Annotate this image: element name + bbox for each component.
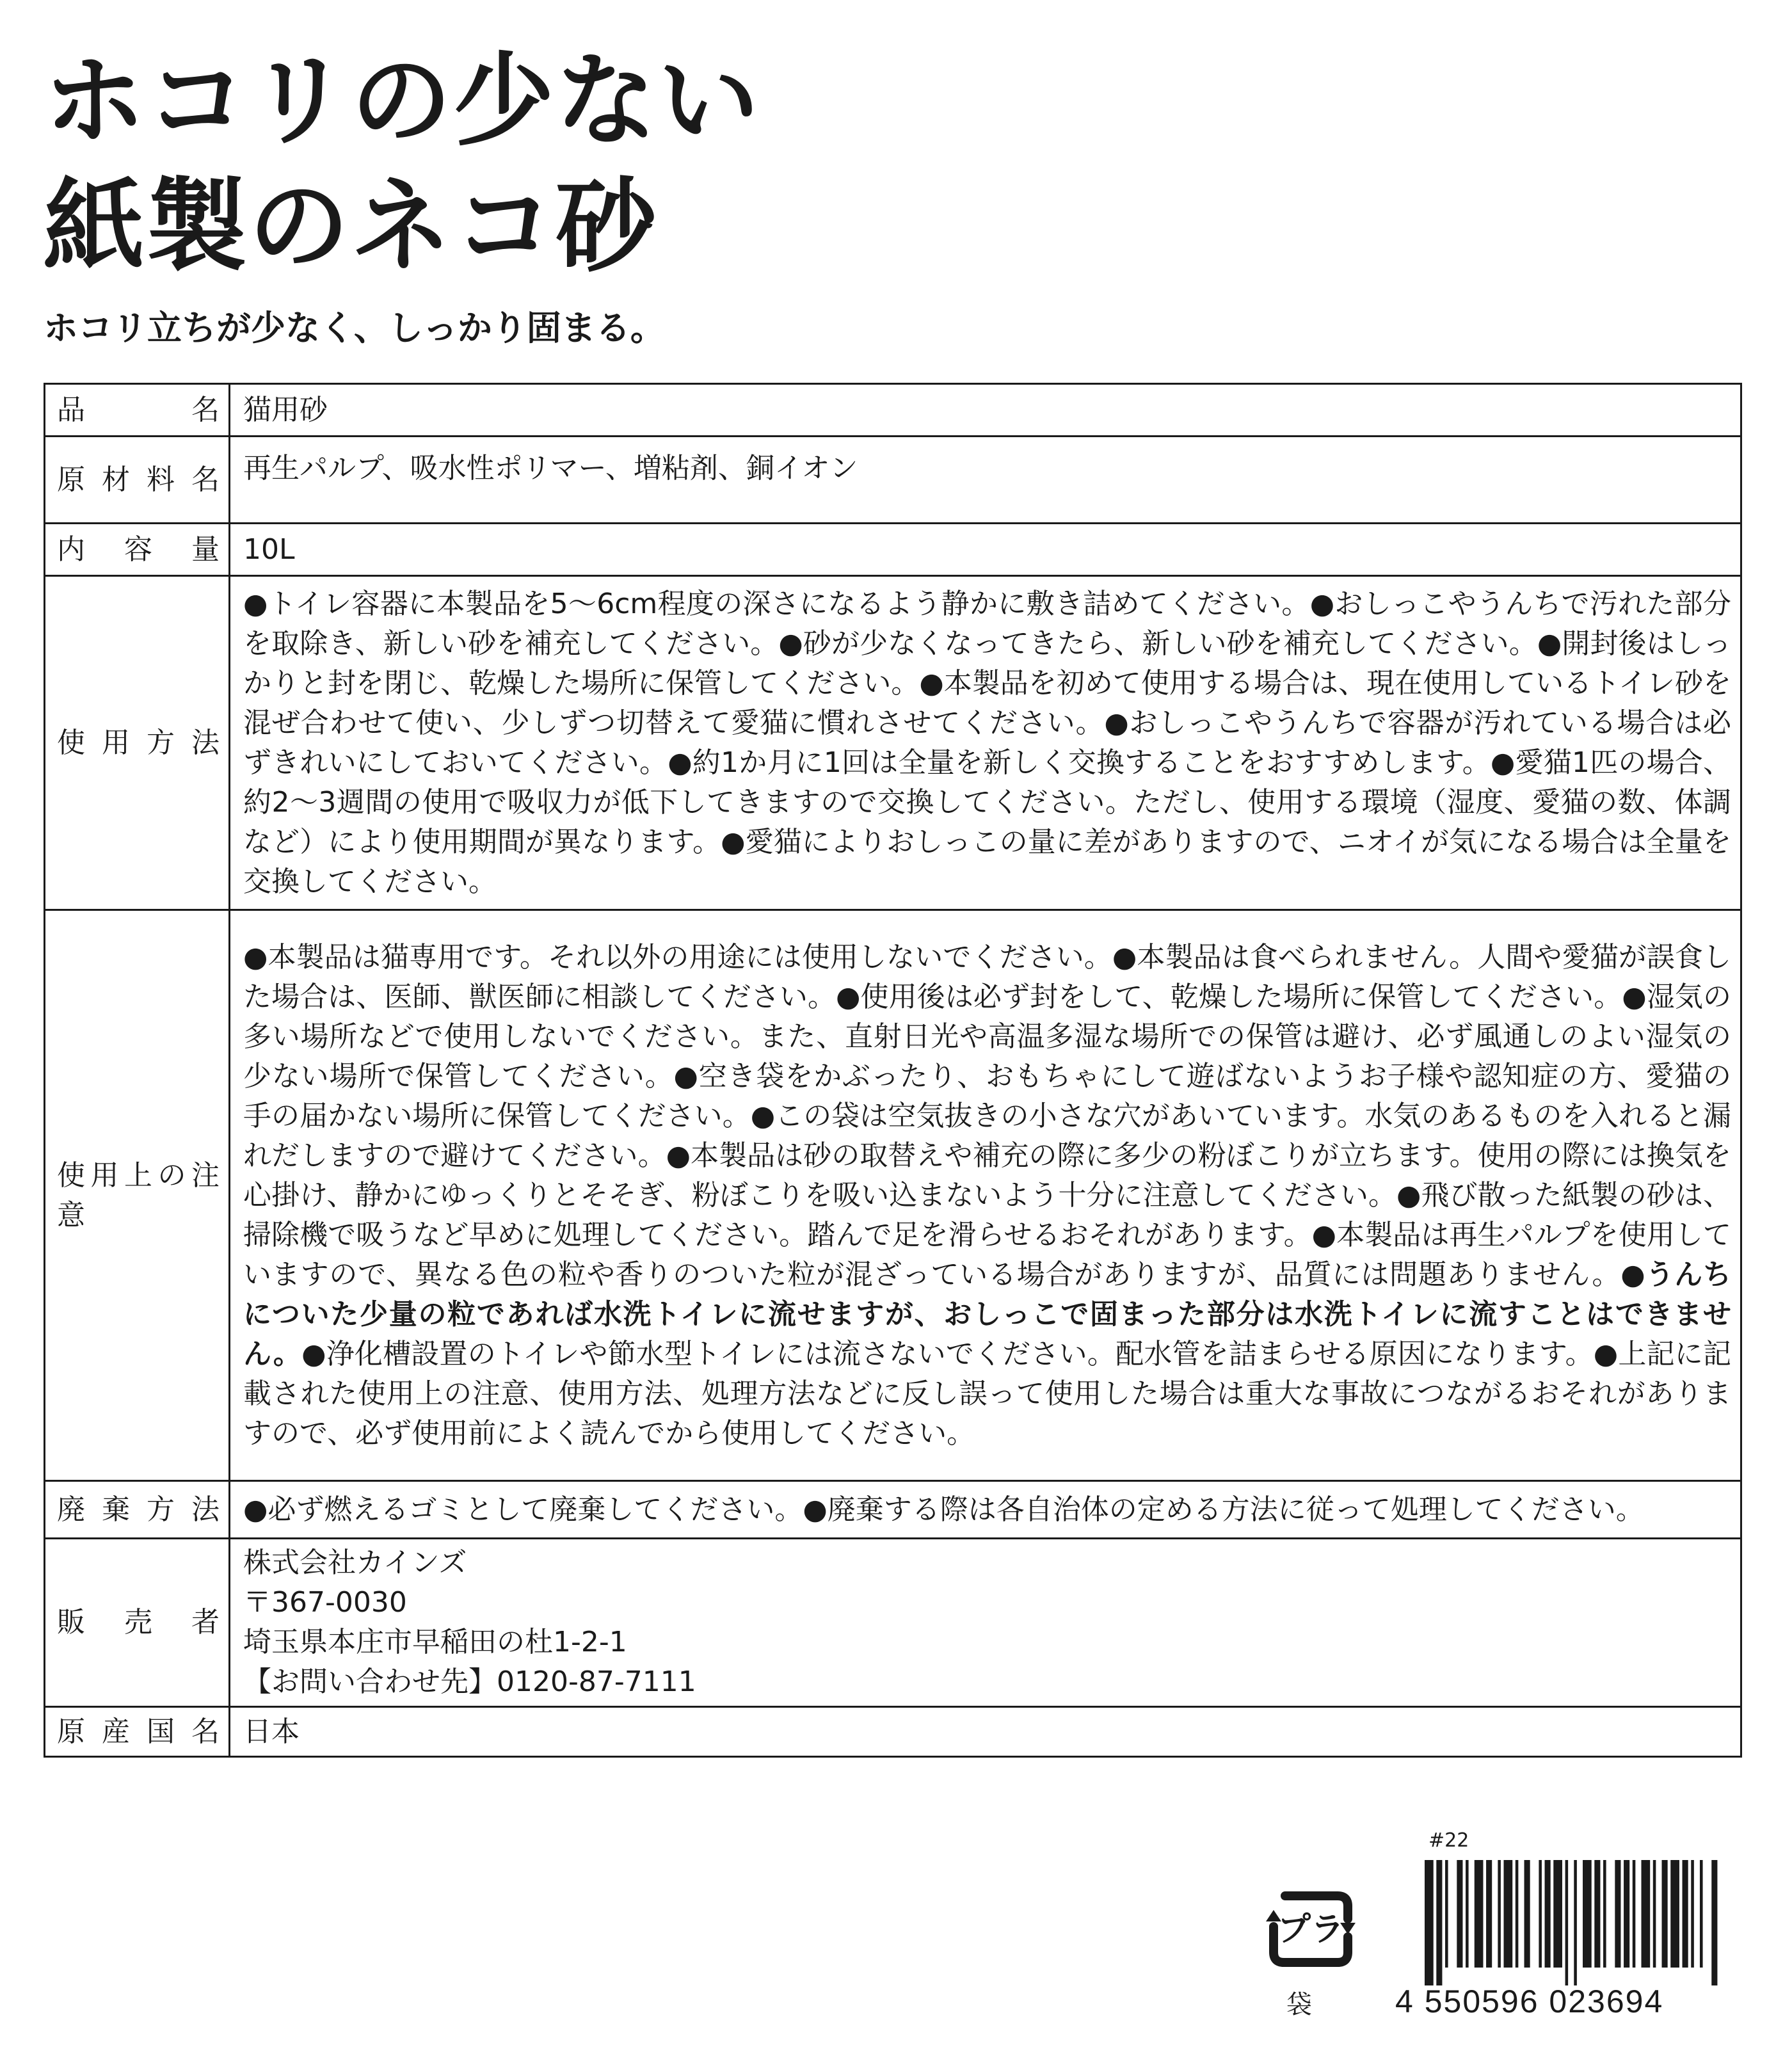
label-seller: 販売者 — [45, 1539, 230, 1707]
barcode-bar — [1545, 1860, 1551, 1968]
barcode-bar — [1553, 1860, 1562, 1968]
barcode-bar — [1565, 1860, 1569, 1985]
barcode-bar — [1583, 1860, 1592, 1968]
label-origin: 原産国名 — [45, 1707, 230, 1757]
subtitle: ホコリ立ちが少なく、しっかり固まる。 — [44, 308, 665, 348]
barcode-bar — [1425, 1860, 1434, 1985]
seller-postcode: 〒367-0030 — [243, 1586, 407, 1619]
seller-contact: 【お問い合わせ先】0120-87-7111 — [243, 1665, 696, 1698]
value-origin: 日本 — [230, 1707, 1741, 1757]
barcode — [1425, 1860, 1720, 1985]
barcode-bar — [1539, 1860, 1542, 1968]
label-materials: 原材料名 — [45, 437, 230, 524]
barcode-bar — [1662, 1860, 1668, 1968]
title-line-2: 紙製のネコ砂 — [44, 168, 658, 285]
row-cautions — [45, 910, 1741, 1481]
barcode-bar — [1457, 1860, 1462, 1968]
value-usage: ●トイレ容器に本製品を5～6cm程度の深さになるよう静かに敷き詰めてください。●おしっこやうんちで汚れた部分を取除き、新しい砂を補充してください。●砂が少なくなってきたら、新しい砂を補充してください。●開封後はしっかりと封を閉じ、乾燥した場所に保管してください。●本製品を初めて使用する場合は、現在使用しているトイレ砂を混ぜ合わせて使い、少しずつ切替えて愛猫に慣れさせてください。●おしっこやうんちで容器が汚れている場合は必ずきれいにしておいてください。●約1か月に1回は全量を新しく交換することをおすすめします。●愛猫1匹の場合、約2～3週間の使用で吸収力が低下してきますので交換してください。ただし、使用する環境（湿度、愛猫の数、体調など）により使用期間が異なります。●愛猫によりおしっこの量に差がありますので、ニオイが気になる場合は全量を交換してください。 — [230, 576, 1741, 910]
barcode-bar — [1653, 1860, 1656, 1968]
recycle-mark-label: 袋 — [1286, 1990, 1312, 2019]
value-disposal: ●必ず燃えるゴミとして廃棄してください。●廃棄する際は各自治体の定める方法に従って処理してください。 — [230, 1481, 1741, 1539]
seller-address: 埼玉県本庄市早稲田の杜1-2-1 — [243, 1626, 627, 1658]
row-product-name — [45, 384, 1741, 437]
barcode-digits: 4 550596 023694 — [1395, 1984, 1664, 2019]
barcode-bar — [1436, 1860, 1442, 1985]
value-seller — [230, 1539, 1741, 1707]
barcode-bar — [1445, 1860, 1448, 1968]
barcode-bar — [1475, 1860, 1484, 1968]
seller-company: 株式会社カインズ — [243, 1546, 467, 1579]
cautions-text-bold: ●うんちについた少量の粒であれば水洗トイレに流せますが、おしっこで固まった部分は水洗トイレに流すことはできません。 — [243, 1258, 1731, 1370]
barcode-bar — [1691, 1860, 1694, 1968]
barcode-bar — [1642, 1860, 1651, 1968]
label-usage: 使用方法 — [45, 576, 230, 910]
label-disposal: 廃棄方法 — [45, 1481, 230, 1539]
barcode-bar — [1498, 1860, 1501, 1968]
barcode-bar — [1700, 1860, 1703, 1968]
barcode-bar — [1516, 1860, 1519, 1968]
row-usage — [45, 576, 1741, 910]
row-capacity — [45, 524, 1741, 576]
label-cautions: 使用上の注意 — [45, 910, 230, 1481]
barcode-bar — [1624, 1860, 1629, 1968]
barcode-bar — [1466, 1860, 1469, 1968]
row-origin — [45, 1707, 1741, 1757]
barcode-ref: #22 — [1428, 1829, 1469, 1852]
title-line-1: ホコリの少ない — [44, 42, 760, 160]
barcode-bar — [1711, 1860, 1717, 1985]
row-disposal — [45, 1481, 1741, 1539]
value-cautions — [230, 910, 1741, 1481]
barcode-bar — [1615, 1860, 1620, 1968]
recycle-mark-text: プラ — [1277, 1911, 1345, 1949]
barcode-bar — [1504, 1860, 1513, 1968]
product-title — [44, 38, 760, 289]
barcode-bar — [1524, 1860, 1530, 1968]
barcode-bar — [1574, 1860, 1577, 1985]
label-capacity: 内容量 — [45, 524, 230, 576]
barcode-bar — [1603, 1860, 1606, 1968]
value-product-name: 猫用砂 — [230, 384, 1741, 437]
plastic-recycle-icon — [1260, 1882, 1362, 1978]
value-capacity: 10L — [230, 524, 1741, 576]
barcode-bar — [1633, 1860, 1636, 1968]
value-materials: 再生パルプ、吸水性ポリマー、増粘剤、銅イオン — [230, 437, 1741, 524]
label-product-name: 品名 — [45, 384, 230, 437]
barcode-bar — [1670, 1860, 1679, 1968]
barcode-bar — [1683, 1860, 1688, 1968]
cautions-text-1: ●本製品は猫専用です。それ以外の用途には使用しないでください。●本製品は食べられません。人間や愛猫が誤食した場合は、医師、獣医師に相談してください。●使用後は必ず封をして、乾燥した場所に保管してください。●湿気の多い場所などで使用しないでください。また、直射日光や高温多湿な場所での保管は避け、必ず風通しのよい湿気の少ない場所で保管してください。●空き袋をかぶったり、おもちゃにして遊ばないようお子様や認知症の方、愛猫の手の届かない場所に保管してください。●この袋は空気抜きの小さな穴があいています。水気のあるものを入れると漏れだしますので避けてください。●本製品は砂の取替えや補充の際に多少の粉ぼこりが立ちます。使用の際には換気を心掛け、静かにゆっくりとそそぎ、粉ぼこりを吸い込まないよう十分に注意してください。●飛び散った紙製の砂は、掃除機で吸うなど早めに処理してください。踏んで足を滑らせるおそれがあります。●本製品は再生パルプを使用していますので、異なる色の粒や香りのついた粒が混ざっている場合がありますが、品質には問題ありません。 — [243, 940, 1731, 1291]
row-seller — [45, 1539, 1741, 1707]
product-info-table — [44, 383, 1742, 1758]
barcode-bar — [1486, 1860, 1492, 1968]
cautions-text-2: ●浄化槽設置のトイレや節水型トイレには流さないでください。配水管を詰まらせる原因になります。●上記に記載された使用上の注意、使用方法、処理方法などに反し誤って使用した場合は重大な事故につながるおそれがありますので、必ず使用前によく読んでから使用してください。 — [243, 1337, 1732, 1450]
row-materials — [45, 437, 1741, 524]
barcode-bar — [1594, 1860, 1600, 1968]
